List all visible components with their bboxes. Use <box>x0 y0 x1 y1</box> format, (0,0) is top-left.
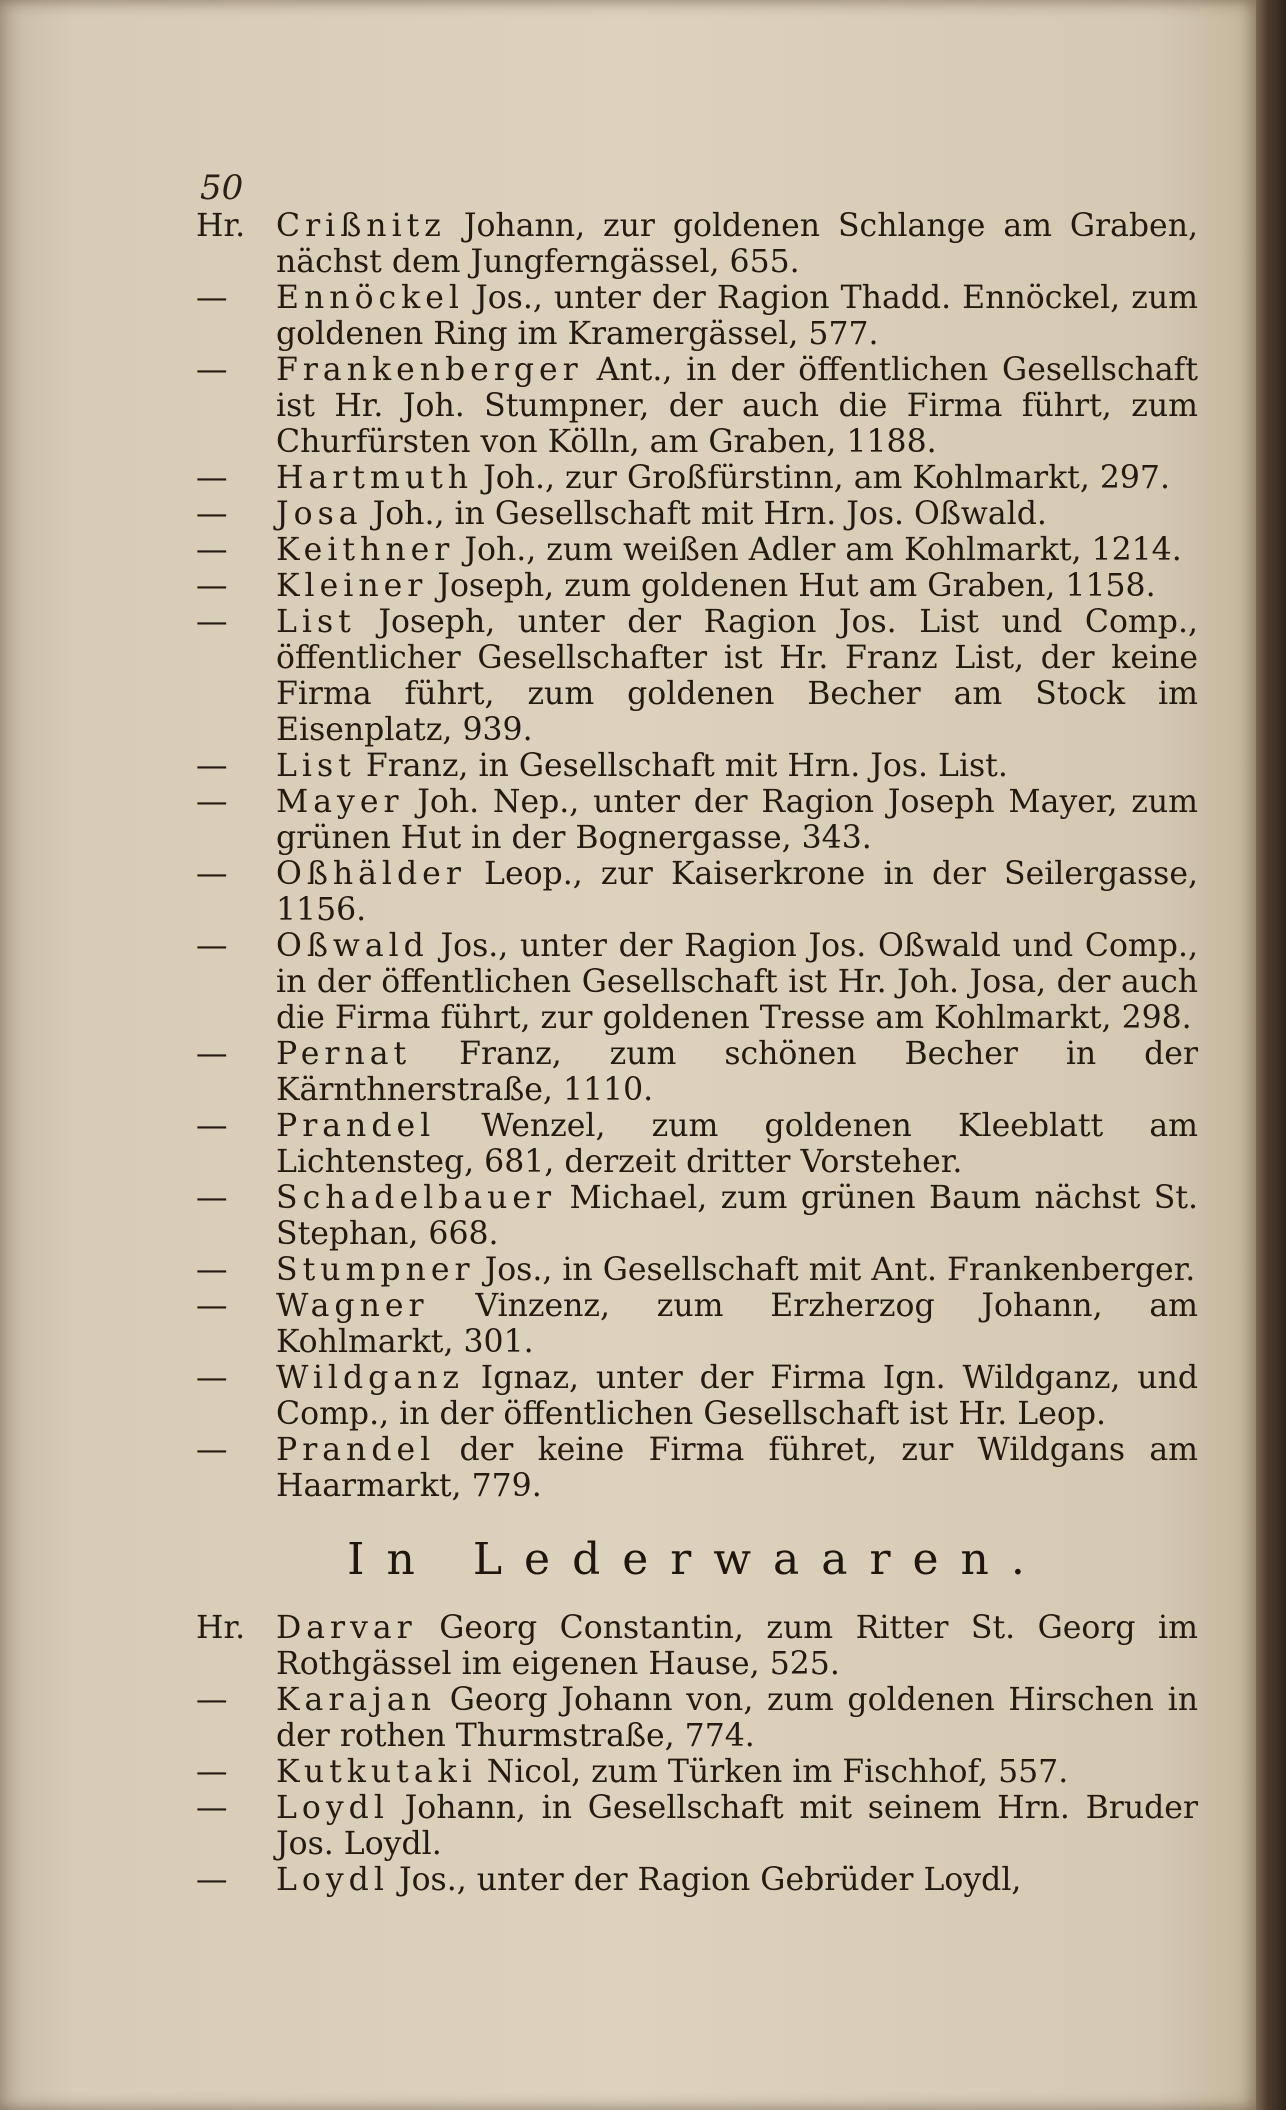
entry-name: Stumpner <box>276 1252 475 1288</box>
entry-description: Johann, zur goldenen Schlange am Graben, nächst dem Jungferngässel, 655. <box>276 208 1198 280</box>
entry-lead: — <box>196 856 228 892</box>
entry-lead: — <box>196 1108 228 1144</box>
entry-text <box>276 928 1198 1036</box>
entry-name: Kutkutaki <box>276 1754 477 1790</box>
entry-name: Keithner <box>276 532 455 568</box>
entry-name: Mayer <box>276 784 404 820</box>
entry-description: Michael, zum grünen Baum nächst St. Stephan, 668. <box>276 1180 1199 1252</box>
entry-lead: — <box>196 1036 228 1072</box>
entry-name: List <box>276 748 356 784</box>
entry-description: Wenzel, zum goldenen Kleeblatt am Lichtensteg, 681, derzeit dritter Vorsteher. <box>276 1108 1199 1180</box>
entry-lead: — <box>196 568 228 604</box>
entry-lead: — <box>196 532 228 568</box>
entry-lead: — <box>196 1790 228 1826</box>
list-item <box>196 1862 1198 1898</box>
entry-description: Georg Constantin, zum Ritter St. Georg im Rothgässel im eigenen Hause, 525. <box>276 1610 1198 1682</box>
list-item <box>196 280 1198 352</box>
entry-lead: — <box>196 1754 228 1790</box>
entry-lead: Hr. <box>196 208 246 244</box>
entry-description: Franz, zum schönen Becher in der Kärnthnerstraße, 1110. <box>276 1036 1198 1108</box>
entry-lead: — <box>196 1432 228 1468</box>
list-item <box>196 1036 1198 1108</box>
entry-description: Ignaz, unter der Firma Ign. Wildganz, und Comp., in der öffentlichen Gesellschaft ist Hr. Leop. <box>276 1360 1198 1432</box>
entry-text <box>276 1432 1198 1504</box>
entry-description: Jos., unter der Ragion Jos. Oßwald und Comp., in der öffentlichen Gesellschaft ist Hr. Joh. Josa, der auch die Firma führt, zur goldenen Tresse am Kohlmarkt, 298. <box>276 928 1198 1036</box>
list-item <box>196 1180 1198 1252</box>
entry-name: Schadelbauer <box>276 1180 557 1216</box>
entry-text <box>276 1862 1198 1898</box>
entry-text <box>276 1036 1198 1108</box>
entry-description: Joseph, zum goldenen Hut am Graben, 1158. <box>437 568 1156 604</box>
entry-lead: — <box>196 928 228 964</box>
entry-description: Jos., unter der Ragion Gebrüder Loydl, <box>398 1862 1022 1898</box>
list-item <box>196 1610 1198 1682</box>
entry-text <box>276 1754 1198 1790</box>
entry-lead: Hr. <box>196 1610 246 1646</box>
entry-lead: — <box>196 1288 228 1324</box>
entry-lead: — <box>196 604 228 640</box>
list-item <box>196 928 1198 1036</box>
list-item <box>196 784 1198 856</box>
entry-description: Joh. Nep., unter der Ragion Joseph Mayer, zum grünen Hut in der Bognergasse, 343. <box>276 784 1198 856</box>
book-edge <box>1256 0 1286 2110</box>
entry-description: Joh., zum weißen Adler am Kohlmarkt, 1214. <box>464 532 1182 568</box>
list-item <box>196 604 1198 748</box>
entry-description: der keine Firma führet, zur Wildgans am Haarmarkt, 779. <box>276 1432 1198 1504</box>
list-item <box>196 1754 1198 1790</box>
entry-lead: — <box>196 460 228 496</box>
entry-description: Joseph, unter der Ragion Jos. List und Comp., öffentlicher Gesellschafter ist Hr. Franz List, der keine Firma führt, zum goldenen Becher am Stock im Eisenplatz, 939. <box>276 604 1198 748</box>
entry-lead: — <box>196 280 228 316</box>
list-item <box>196 748 1198 784</box>
page-number: 50 <box>200 168 244 208</box>
page-content <box>196 208 1198 1898</box>
list-item <box>196 352 1198 460</box>
entry-text <box>276 496 1198 532</box>
entry-text <box>276 604 1198 748</box>
list-item <box>196 1252 1198 1288</box>
list-item <box>196 532 1198 568</box>
list-item <box>196 1432 1198 1504</box>
entry-text <box>276 1360 1198 1432</box>
entry-text <box>276 1610 1198 1682</box>
entry-description: Ant., in der öffentlichen Gesellschaft ist Hr. Joh. Stumpner, der auch die Firma führt, zum Churfürsten von Kölln, am Graben, 1188. <box>276 352 1199 460</box>
entry-name: List <box>276 604 356 640</box>
entry-lead: — <box>196 1252 228 1288</box>
entry-description: Jos., in Gesellschaft mit Ant. Frankenberger. <box>484 1252 1196 1288</box>
entry-text <box>276 856 1198 928</box>
entry-description: Joh., zur Großfürstinn, am Kohlmarkt, 297. <box>483 460 1170 496</box>
entry-name: Darvar <box>276 1610 417 1646</box>
entry-lead: — <box>196 1180 228 1216</box>
entry-description: Nicol, zum Türken im Fischhof, 557. <box>486 1754 1069 1790</box>
list-item <box>196 1682 1198 1754</box>
entry-name: Karajan <box>276 1682 436 1718</box>
list-item <box>196 1790 1198 1862</box>
entry-text <box>276 1252 1198 1288</box>
list-item <box>196 568 1198 604</box>
entry-lead: — <box>196 748 228 784</box>
entry-name: Wildganz <box>276 1360 464 1396</box>
entry-description: Johann, in Gesellschaft mit seinem Hrn. Bruder Jos. Loydl. <box>276 1790 1199 1862</box>
entry-lead: — <box>196 496 228 532</box>
entry-lead: — <box>196 1682 228 1718</box>
entry-description: Leop., zur Kaiserkrone in der Seilergasse, 1156. <box>276 856 1198 928</box>
entry-text <box>276 352 1198 460</box>
entry-text <box>276 568 1198 604</box>
entry-name: Prandel <box>276 1108 436 1144</box>
entry-text <box>276 532 1198 568</box>
list-item <box>196 496 1198 532</box>
entry-name: Kleiner <box>276 568 428 604</box>
entry-name: Wagner <box>276 1288 429 1324</box>
leather-goods-list <box>196 1610 1198 1898</box>
list-item <box>196 856 1198 928</box>
entry-name: Ennöckel <box>276 280 464 316</box>
entry-text <box>276 1108 1198 1180</box>
list-item <box>196 460 1198 496</box>
entry-lead: — <box>196 784 228 820</box>
entry-name: Josa <box>276 496 363 532</box>
entry-text <box>276 784 1198 856</box>
entry-description: Jos., unter der Ragion Thadd. Ennöckel, zum goldenen Ring im Kramergässel, 577. <box>276 280 1198 352</box>
entry-name: Oßwald <box>276 928 429 964</box>
list-item <box>196 208 1198 280</box>
entry-lead: — <box>196 1862 228 1898</box>
entry-description: Franz, in Gesellschaft mit Hrn. Jos. List. <box>365 748 1008 784</box>
list-item <box>196 1288 1198 1360</box>
entry-text <box>276 1682 1198 1754</box>
list-item <box>196 1360 1198 1432</box>
entry-text <box>276 1790 1198 1862</box>
section-heading: In Lederwaaren. <box>347 1534 1047 1585</box>
entry-text <box>276 748 1198 784</box>
entry-name: Loydl <box>276 1862 389 1898</box>
entry-description: Vinzenz, zum Erzherzog Johann, am Kohlmarkt, 301. <box>276 1288 1198 1360</box>
entry-name: Hartmuth <box>276 460 474 496</box>
entry-lead: — <box>196 1360 228 1396</box>
entry-name: Pernat <box>276 1036 412 1072</box>
entry-name: Loydl <box>276 1790 389 1826</box>
entry-name: Frankenberger <box>276 352 583 388</box>
merchant-list <box>196 208 1198 1504</box>
entry-text <box>276 460 1198 496</box>
entry-text <box>276 280 1198 352</box>
entry-description: Joh., in Gesellschaft mit Hrn. Jos. Oßwald. <box>372 496 1047 532</box>
entry-text <box>276 208 1198 280</box>
entry-lead: — <box>196 352 228 388</box>
entry-name: Prandel <box>276 1432 436 1468</box>
entry-text <box>276 1180 1198 1252</box>
entry-description: Georg Johann von, zum goldenen Hirschen in der rothen Thurmstraße, 774. <box>276 1682 1198 1754</box>
entry-name: Oßhälder <box>276 856 466 892</box>
list-item <box>196 1108 1198 1180</box>
entry-name: Crißnitz <box>276 208 446 244</box>
entry-text <box>276 1288 1198 1360</box>
